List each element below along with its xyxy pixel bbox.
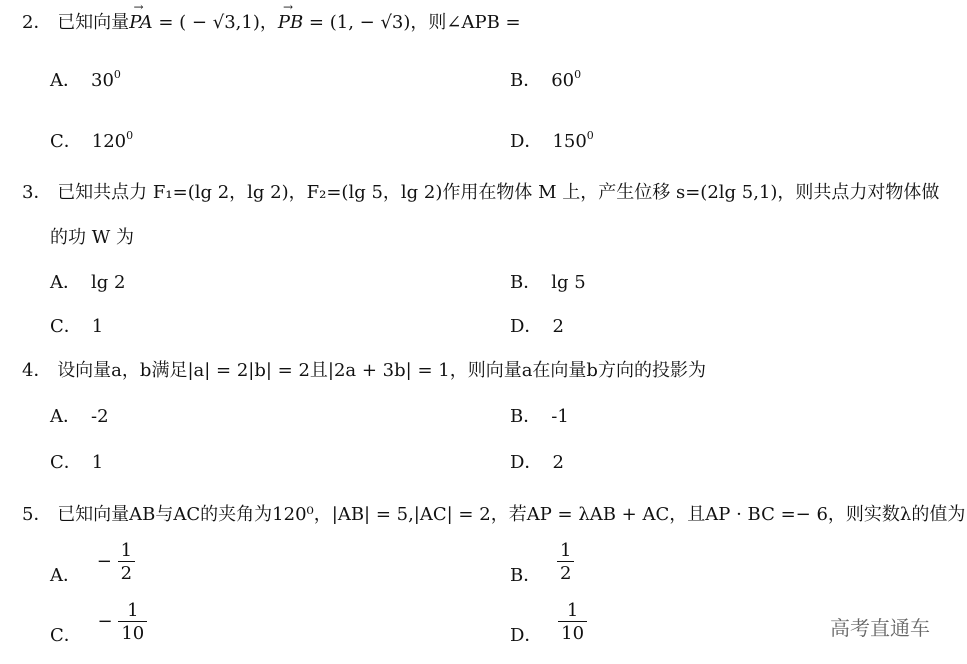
- minus-sign: −: [96, 551, 112, 572]
- numerator: 1: [566, 600, 579, 621]
- option-label: D．: [510, 131, 543, 152]
- degree-sup: 0: [574, 68, 582, 81]
- option-label: B．: [510, 565, 542, 586]
- q2-option-d: [510, 127, 594, 153]
- question-2-ask: 则∠APB =: [428, 12, 521, 33]
- question-3-number: 3．: [22, 182, 52, 203]
- vector-pa: → PA: [129, 12, 152, 33]
- q4-option-d: [510, 448, 564, 474]
- option-label: A．: [50, 70, 81, 91]
- numerator: 1: [127, 600, 139, 621]
- q2-option-a: [50, 66, 121, 92]
- watermark: 高考直通车: [830, 616, 930, 640]
- question-4-stem: [22, 356, 706, 382]
- question-5-stem: [22, 500, 965, 526]
- q5-option-d: [510, 600, 587, 647]
- option-value: 1: [91, 316, 104, 337]
- degree-sup: 0: [113, 68, 121, 81]
- denominator: 2: [557, 561, 574, 584]
- q4-option-a: [50, 402, 109, 428]
- degree-sup: 0: [586, 129, 594, 142]
- option-label: B．: [510, 272, 542, 293]
- question-5-text: 已知向量AB与AC的夹角为120⁰，|AB| = 5,|AC| = 2，若AP = λAB + AC，且AP · BC =− 6，则实数λ的值为: [57, 504, 966, 525]
- option-value: 30: [91, 70, 114, 91]
- question-3-line-2: 的功 W 为: [50, 227, 134, 248]
- option-label: D．: [510, 625, 543, 646]
- q3-option-c: [50, 312, 103, 338]
- option-label: C．: [50, 625, 82, 646]
- question-4-text: 设向量a，b满足|a| = 2|b| = 2且|2a + 3b| = 1，则向量a在向量b方向的投影为: [57, 360, 706, 381]
- option-label: C．: [50, 452, 82, 473]
- question-2-eq2: = (1, − √3)，: [303, 12, 429, 33]
- numerator: 1: [120, 540, 133, 561]
- option-value: lg 2: [91, 272, 126, 293]
- q3-option-a: [50, 268, 125, 294]
- option-label: C．: [50, 316, 82, 337]
- fraction: [118, 540, 135, 584]
- vector-pb: → PB: [278, 12, 303, 33]
- q2-option-c: [50, 127, 133, 153]
- option-label: A．: [50, 565, 81, 586]
- question-2-stem: [22, 8, 521, 34]
- numerator: 1: [559, 540, 572, 561]
- option-value: 60: [551, 70, 575, 91]
- minus-sign: −: [97, 611, 113, 632]
- option-label: B．: [510, 406, 542, 427]
- q5-option-c: [50, 600, 147, 647]
- question-2-intro: 已知向量: [57, 12, 130, 33]
- question-5-number: 5．: [22, 504, 52, 525]
- option-value: 2: [552, 452, 564, 473]
- option-label: C．: [50, 131, 82, 152]
- fraction: [558, 600, 587, 644]
- q3-option-b: [510, 268, 586, 294]
- option-value: -2: [91, 406, 109, 427]
- option-label: B．: [510, 70, 542, 91]
- option-label: D．: [510, 452, 543, 473]
- question-2-number: 2．: [22, 12, 52, 33]
- q5-option-b: [510, 540, 574, 587]
- fraction: [118, 600, 147, 644]
- denominator: 10: [118, 621, 147, 644]
- option-value: 2: [552, 316, 564, 337]
- question-3-line-1: [22, 178, 939, 204]
- q4-option-b: [510, 402, 569, 428]
- q5-option-a: [50, 540, 135, 587]
- denominator: 10: [558, 621, 587, 644]
- option-label: A．: [50, 406, 81, 427]
- option-label: A．: [50, 272, 81, 293]
- q2-option-b: [510, 66, 581, 92]
- degree-sup: 0: [126, 129, 134, 142]
- question-2-eq1: = ( − √3,1)，: [152, 12, 278, 33]
- option-value: lg 5: [551, 272, 586, 293]
- fraction: [557, 540, 574, 584]
- q3-option-d: [510, 312, 564, 338]
- option-value: -1: [551, 406, 569, 427]
- option-value: 120: [91, 131, 127, 152]
- denominator: 2: [118, 561, 135, 584]
- question-4-number: 4．: [22, 360, 52, 381]
- option-value: 150: [552, 131, 587, 152]
- question-3-text: 已知共点力 F₁=(lg 2，lg 2)，F₂=(lg 5，lg 2)作用在物体 M 上，产生位移 s=(2lg 5,1)，则共点力对物体做: [57, 182, 940, 203]
- q4-option-c: [50, 448, 103, 474]
- option-label: D．: [510, 316, 543, 337]
- option-value: 1: [91, 452, 104, 473]
